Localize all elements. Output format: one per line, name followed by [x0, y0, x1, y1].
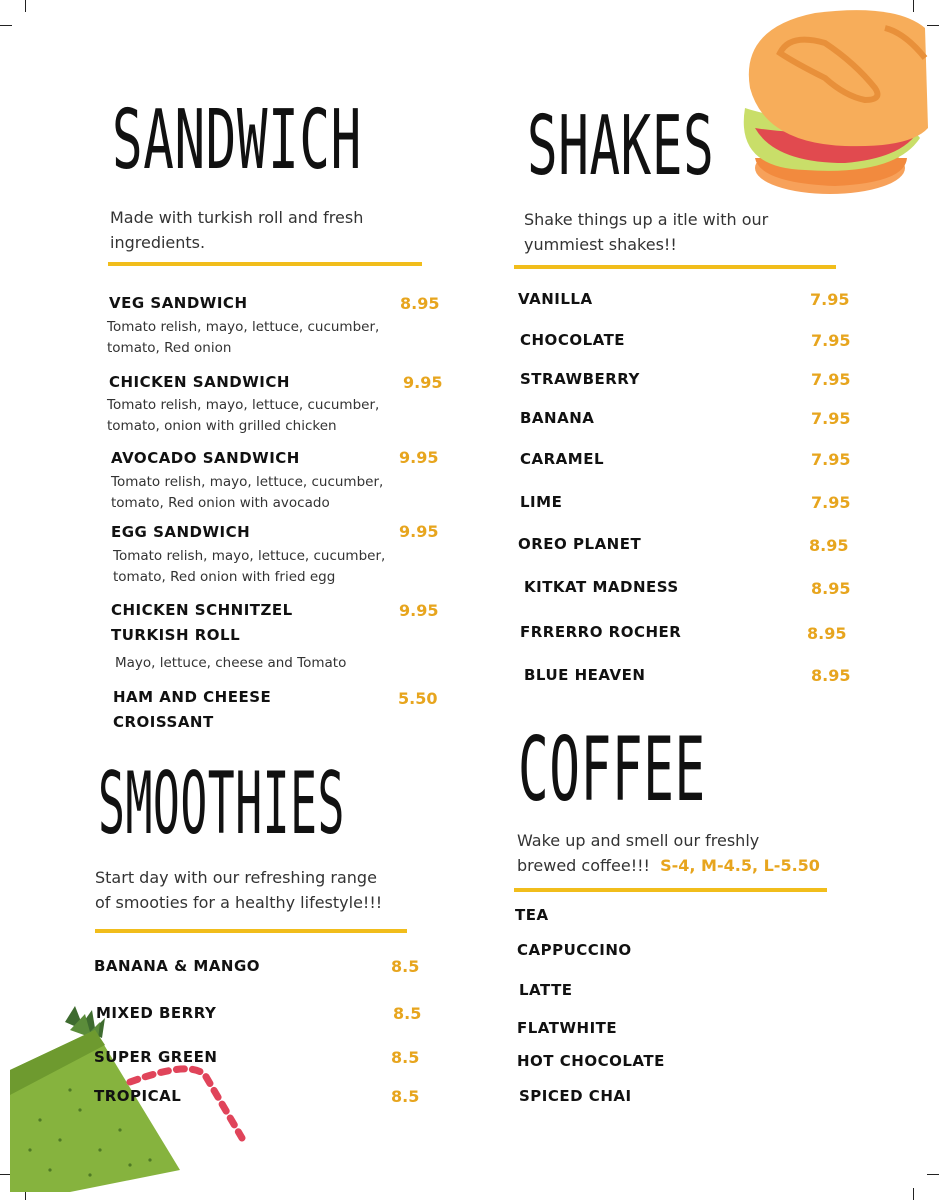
shake-item-name: OREO PLANET	[518, 535, 642, 553]
smoothies-description	[95, 865, 382, 915]
sandwich-item-name: CHICKEN SCHNITZEL	[111, 601, 293, 619]
coffee-item-name: TEA	[515, 906, 549, 924]
sandwich-item-desc: Tomato relish, mayo, lettuce, cucumber,	[107, 397, 380, 413]
shakes-description-line1: Shake things up a itle with our	[524, 210, 769, 229]
smoothie-item-name: BANANA & MANGO	[94, 957, 261, 975]
sandwich-item-desc: Tomato relish, mayo, lettuce, cucumber,	[107, 319, 380, 335]
shake-item-name: CHOCOLATE	[520, 331, 626, 349]
sandwich-description-line1: Made with turkish roll and fresh	[110, 208, 364, 227]
shake-item-price: 8.95	[807, 624, 847, 643]
sandwich-item-desc: Mayo, lettuce, cheese and Tomato	[115, 655, 347, 671]
sandwich-description-line2: ingredients.	[110, 233, 206, 252]
shake-item-name: LIME	[520, 493, 563, 511]
smoothie-item-price: 8.5	[391, 1048, 420, 1067]
shake-item-price: 7.95	[811, 370, 851, 389]
shake-item-price: 7.95	[811, 409, 851, 428]
coffee-item-name: HOT CHOCOLATE	[517, 1052, 665, 1070]
shake-item-name: BANANA	[520, 409, 595, 427]
sandwich-item-name: VEG SANDWICH	[109, 294, 248, 312]
smoothie-item-price: 8.5	[391, 1087, 420, 1106]
sandwich-item-desc: tomato, Red onion with avocado	[111, 495, 330, 511]
shake-item-price: 7.95	[811, 450, 851, 469]
sandwich-item-price: 9.95	[399, 522, 439, 541]
shake-item-price: 7.95	[811, 493, 851, 512]
smoothie-item-price: 8.5	[391, 957, 420, 976]
shakes-description	[524, 207, 768, 257]
sandwich-item-price: 9.95	[403, 373, 443, 392]
sandwich-item-desc: Tomato relish, mayo, lettuce, cucumber,	[111, 474, 384, 490]
shake-item-name: VANILLA	[518, 290, 593, 308]
coffee-item-name: FLATWHITE	[517, 1019, 618, 1037]
coffee-description	[517, 828, 820, 878]
shake-item-price: 8.95	[811, 579, 851, 598]
shake-item-name: STRAWBERRY	[520, 370, 640, 388]
sandwich-description	[110, 205, 363, 255]
crop-mark	[0, 25, 12, 26]
coffee-heading: COFFEE	[518, 718, 706, 821]
sandwich-heading: SANDWICH	[112, 93, 362, 188]
shake-item-price: 8.95	[809, 536, 849, 555]
smoothies-description-line1: Start day with our refreshing range	[95, 868, 377, 887]
sandwich-illustration	[735, 8, 930, 203]
sandwich-item-name: TURKISH ROLL	[111, 626, 241, 644]
coffee-item-name: LATTE	[519, 981, 573, 999]
sandwich-item-desc: tomato, Red onion	[107, 340, 232, 356]
sandwich-item-name: CHICKEN SANDWICH	[109, 373, 290, 391]
shakes-divider	[514, 265, 836, 269]
sandwich-item-name: AVOCADO SANDWICH	[111, 449, 300, 467]
coffee-divider	[514, 888, 827, 892]
coffee-item-name: SPICED CHAI	[519, 1087, 632, 1105]
smoothie-item-name: SUPER GREEN	[94, 1048, 218, 1066]
shake-item-price: 7.95	[811, 331, 851, 350]
shake-item-name: FRRERRO ROCHER	[520, 623, 682, 641]
shake-item-name: CARAMEL	[520, 450, 605, 468]
smoothies-divider	[95, 929, 407, 933]
coffee-description-line2: brewed coffee!!!	[517, 856, 650, 875]
smoothie-item-price: 8.5	[393, 1004, 422, 1023]
shake-item-name: KITKAT MADNESS	[524, 578, 679, 596]
smoothies-description-line2: of smooties for a healthy lifestyle!!!	[95, 893, 383, 912]
sandwich-item-name: CROISSANT	[113, 713, 214, 731]
sandwich-item-desc: tomato, onion with grilled chicken	[107, 418, 337, 434]
shake-item-name: BLUE HEAVEN	[524, 666, 646, 684]
shake-item-price: 8.95	[811, 666, 851, 685]
coffee-item-name: CAPPUCCINO	[517, 941, 632, 959]
crop-mark	[927, 1174, 939, 1175]
sandwich-divider	[108, 262, 422, 266]
coffee-size-prices: S-4, M-4.5, L-5.50	[660, 856, 820, 875]
sandwich-item-desc: Tomato relish, mayo, lettuce, cucumber,	[113, 548, 386, 564]
sandwich-item-price: 8.95	[400, 294, 440, 313]
shake-item-price: 7.95	[810, 290, 850, 309]
smoothie-item-name: MIXED BERRY	[96, 1004, 217, 1022]
sandwich-item-price: 9.95	[399, 601, 439, 620]
sandwich-item-price: 5.50	[398, 689, 438, 708]
crop-mark	[913, 1188, 914, 1200]
sandwich-item-price: 9.95	[399, 448, 439, 467]
coffee-description-line1: Wake up and smell our freshly	[517, 831, 760, 850]
shakes-description-line2: yummiest shakes!!	[524, 235, 677, 254]
smoothie-item-name: TROPICAL	[94, 1087, 182, 1105]
smoothies-heading: SMOOTHIES	[98, 754, 345, 854]
sandwich-item-desc: tomato, Red onion with fried egg	[113, 569, 336, 585]
sandwich-item-name: EGG SANDWICH	[111, 523, 251, 541]
shakes-heading: SHAKES	[527, 99, 715, 194]
crop-mark	[25, 0, 26, 12]
sandwich-item-name: HAM AND CHEESE	[113, 688, 272, 706]
